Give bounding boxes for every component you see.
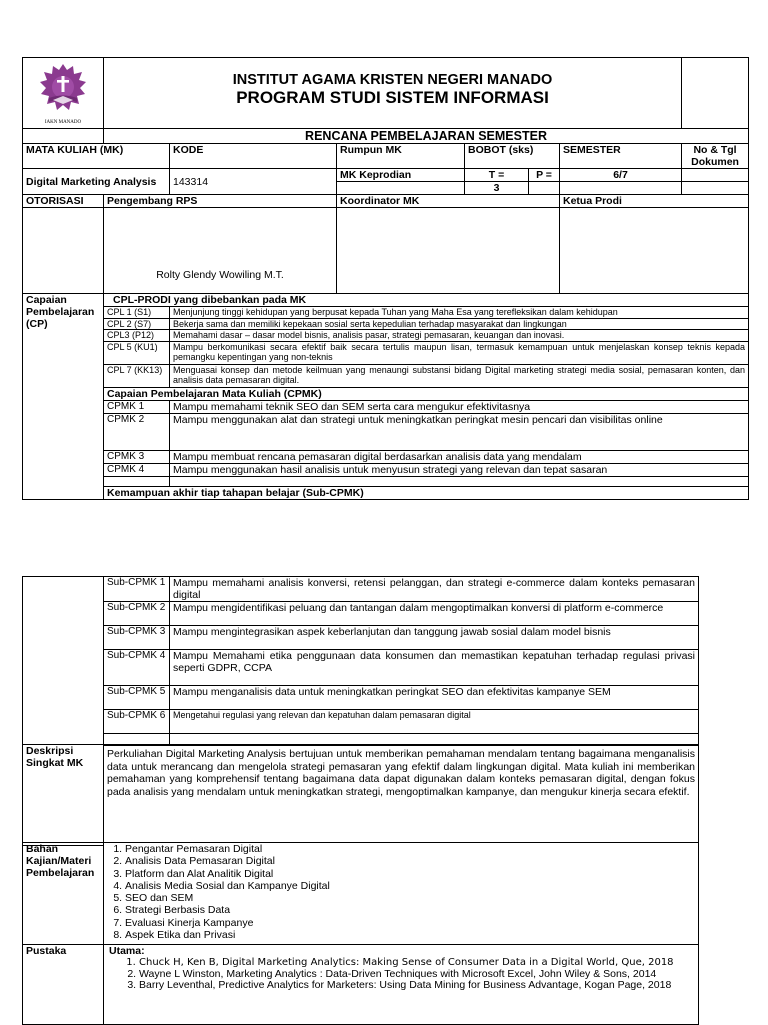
cpl-text: Mampu berkomunikasi secara efektif baik secara tertulis maupun lisan, termasuk kemampuan untuk menjelaskan konsep teknis kepada pemangku kepentingan yang non-teknis — [170, 341, 749, 364]
bahan-label: Bahan Kajian/Materi Pembelajaran — [23, 843, 104, 945]
list-item: 6. Strategi Berbasis Data — [125, 904, 695, 916]
rumpun-value: MK Keprodian — [337, 169, 465, 182]
sub-cpmk-text: Mampu memahami analisis konversi, retensi pelanggan, dan strategi e-commerce dalam konteks pemasaran digital — [170, 577, 699, 602]
ketua-label: Ketua Prodi — [560, 195, 749, 208]
list-item: 2. Wayne L Winston, Marketing Analytics : Data-Driven Techniques with Microsoft Excel, John Wiley & Sons, 2014 — [139, 969, 695, 981]
rps-description-table — [22, 744, 699, 1025]
cpmk-code: CPMK 2 — [104, 413, 170, 450]
sub-cpmk-text: Mampu mengintegrasikan aspek keberlanjutan dan tanggung jawab sosial dalam model bisnis — [170, 626, 699, 650]
p-label: P = — [529, 169, 560, 182]
blank-cell — [560, 182, 682, 195]
sub-cpmk-text: Mampu mengidentifikasi peluang dan tantangan dalam mengoptimalkan konversi di platform e-commerce — [170, 602, 699, 626]
pustaka-utama-label: Utama: — [109, 945, 145, 957]
koordinator-signature-cell — [337, 208, 560, 294]
cpmk-text: Mampu menggunakan alat dan strategi untuk meningkatkan peringkat mesin pencari dan visibilitas online — [170, 413, 749, 450]
rumpun-label: Rumpun MK — [337, 144, 465, 169]
otorisasi-label: OTORISASI — [23, 195, 104, 208]
blank-cell — [23, 129, 104, 144]
ketua-signature-cell — [560, 208, 749, 294]
pengembang-signature-cell — [104, 208, 337, 294]
sub-cpmk-code: Sub-CPMK 2 — [104, 602, 170, 626]
iakn-logo-icon — [33, 60, 93, 120]
dokumen-label: No & Tgl Dokumen — [682, 144, 749, 169]
bahan-list — [107, 843, 695, 941]
title-cell — [104, 58, 682, 129]
sub-cpmk-heading: Kemampuan akhir tiap tahapan belajar (Sub-CPMK) — [104, 486, 749, 499]
mk-label: MATA KULIAH (MK) — [23, 144, 170, 169]
blank-cell — [337, 182, 465, 195]
kode-value: 143314 — [170, 169, 337, 195]
pustaka-list — [107, 957, 695, 992]
logo-caption: IAKN MANADO — [44, 120, 82, 125]
t-value: 3 — [465, 182, 529, 195]
blank-cell — [682, 182, 749, 195]
semester-label: SEMESTER — [560, 144, 682, 169]
sub-cpmk-code: Sub-CPMK 1 — [104, 577, 170, 602]
cpmk-heading: Capaian Pembelajaran Mata Kuliah (CPMK) — [104, 387, 749, 400]
cpl-text: Menjunjung tinggi kehidupan yang berpusat kepada Tuhan yang Maha Esa yang terefleksikan dalam kehidupan — [170, 307, 749, 319]
blank-cell — [170, 476, 749, 486]
cpl-code: CPL 1 (S1) — [104, 307, 170, 319]
cpl-code: CPL 7 (KK13) — [104, 364, 170, 387]
cpl-code: CPL3 (P12) — [104, 330, 170, 342]
dokumen-value — [682, 169, 749, 182]
blank-cell — [104, 476, 170, 486]
cpl-code: CPL 2 (S7) — [104, 318, 170, 330]
cpmk-text: Mampu menggunakan hasil analisis untuk menyusun strategi yang relevan dan tepat sasaran — [170, 463, 749, 476]
cpl-text: Memahami dasar – dasar model bisnis, analisis pasar, strategi pemasaran, keuangan dan inovasi. — [170, 330, 749, 342]
deskripsi-text: Perkuliahan Digital Marketing Analysis bertujuan untuk memberikan pemahaman mendalam tentang bagaimana menganalisis data untuk merancang dan mengelola strategi pemasaran yang efektif dalam lingkungan digital. Mata kuliah ini memberikan pemahaman yang komprehensif tentang bagaimana data dapat digunakan dalam konteks pemasaran digital, dengan fokus pada analisis yang mendalam untuk meningkatkan strategi, mengoptimalkan kampanye, dan mengukur kinerja secara efektif. — [104, 745, 699, 843]
list-item: 7. Evaluasi Kinerja Kampanye — [125, 917, 695, 929]
cpl-heading: CPL-PRODI yang dibebankan pada MK — [104, 294, 749, 307]
sub-cpmk-code: Sub-CPMK 6 — [104, 710, 170, 734]
sub-cpmk-text: Mampu Memahami etika penggunaan data konsumen dan memastikan kepatuhan terhadap regulasi privasi seperti GDPR, CCPA — [170, 650, 699, 686]
program-name: PROGRAM STUDI SISTEM INFORMASI — [236, 88, 549, 107]
blank-cell — [23, 208, 104, 294]
list-item: 1. Chuck H, Ken B, Digital Marketing Analytics: Making Sense of Consumer Data in a Digital World, Que, 2018 — [139, 957, 695, 969]
pustaka-label: Pustaka — [23, 945, 104, 1025]
cpmk-text: Mampu memahami teknik SEO dan SEM serta cara mengukur efektivitasnya — [170, 400, 749, 413]
rps-header-table — [22, 57, 749, 500]
cpmk-code: CPMK 1 — [104, 400, 170, 413]
list-item: 3. Barry Leventhal, Predictive Analytics for Marketers: Using Data Mining for Business Advantage, Kogan Page, 2018 — [139, 980, 695, 992]
blank-corner-cell — [682, 58, 749, 129]
cpmk-text: Mampu membuat rencana pemasaran digital berdasarkan analisis data yang mendalam — [170, 450, 749, 463]
sub-cpmk-text: Mampu menganalisis data untuk meningkatkan peringkat SEO dan efektivitas kampanye SEM — [170, 686, 699, 710]
pengembang-label: Pengembang RPS — [104, 195, 337, 208]
sub-cpmk-code: Sub-CPMK 4 — [104, 650, 170, 686]
mk-value: Digital Marketing Analysis — [23, 169, 170, 195]
list-item: 8. Aspek Etika dan Privasi — [125, 929, 695, 941]
pengembang-name: Rolty Glendy Wowiling M.T. — [156, 269, 284, 281]
cpl-code: CPL 5 (KU1) — [104, 341, 170, 364]
sub-cpmk-code: Sub-CPMK 5 — [104, 686, 170, 710]
p-value — [529, 182, 560, 195]
cpl-text: Menguasai konsep dan metode keilmuan yang menaungi substansi bidang Digital marketing strategi media sosial, pemasaran konten, dan analisis data pemasaran digital. — [170, 364, 749, 387]
bahan-list-cell — [104, 843, 699, 945]
list-item: 1. Pengantar Pemasaran Digital — [125, 843, 695, 855]
logo-cell — [23, 58, 104, 129]
cp-label: Capaian Pembelajaran (CP) — [23, 294, 104, 500]
list-item: 4. Analisis Media Sosial dan Kampanye Digital — [125, 880, 695, 892]
koordinator-label: Koordinator MK — [337, 195, 560, 208]
cpl-text: Bekerja sama dan memiliki kepekaan sosial serta kepedulian terhadap masyarakat dan lingkungan — [170, 318, 749, 330]
deskripsi-label: Deskripsi Singkat MK — [23, 745, 104, 843]
pustaka-cell — [104, 945, 699, 1025]
semester-value: 6/7 — [560, 169, 682, 182]
cpmk-code: CPMK 3 — [104, 450, 170, 463]
institution-name: INSTITUT AGAMA KRISTEN NEGERI MANADO — [232, 72, 553, 88]
list-item: 5. SEO dan SEM — [125, 892, 695, 904]
list-item: 3. Platform dan Alat Analitik Digital — [125, 868, 695, 880]
document-title: RENCANA PEMBELAJARAN SEMESTER — [104, 129, 749, 144]
cpmk-code: CPMK 4 — [104, 463, 170, 476]
kode-label: KODE — [170, 144, 337, 169]
t-label: T = — [465, 169, 529, 182]
bobot-label: BOBOT (sks) — [465, 144, 560, 169]
sub-cpmk-code: Sub-CPMK 3 — [104, 626, 170, 650]
list-item: 2. Analisis Data Pemasaran Digital — [125, 855, 695, 867]
sub-cpmk-text: Mengetahui regulasi yang relevan dan kepatuhan dalam pemasaran digital — [170, 710, 699, 734]
